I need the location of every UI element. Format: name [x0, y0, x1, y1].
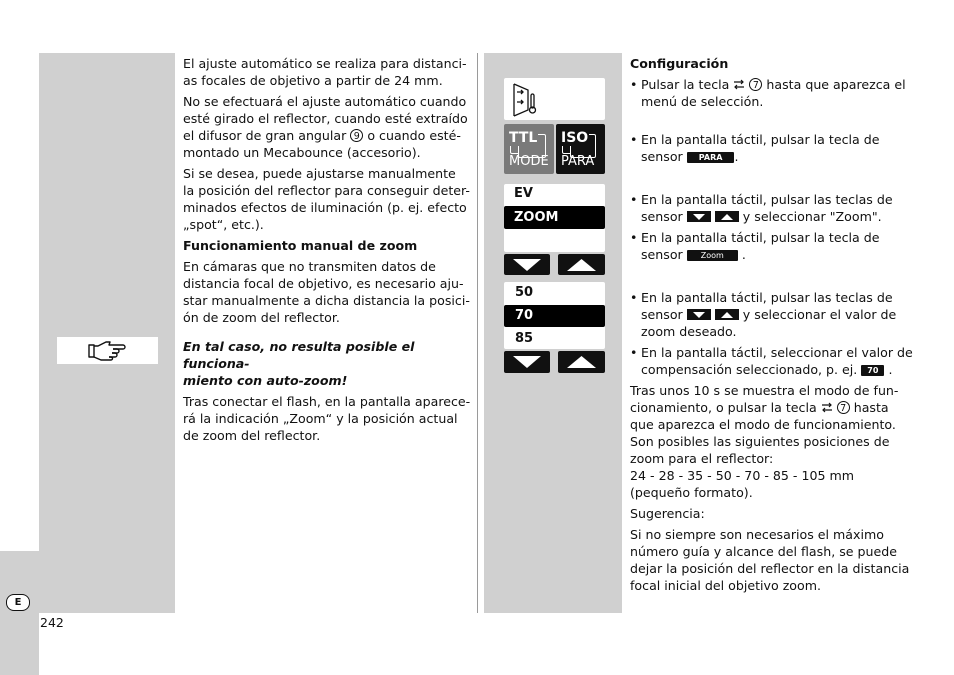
step-press-zoom: [630, 229, 920, 263]
paragraph-no-auto-adjust: [183, 93, 473, 161]
zoom-value-85[interactable]: 85: [515, 331, 534, 346]
language-badge-label: E: [14, 597, 22, 608]
text-line: 24 - 28 - 35 - 50 - 70 - 85 - 105 mm: [630, 468, 855, 483]
text-line: la posición del reflector para conseguir deter-: [183, 183, 470, 198]
ttl-label: TTL: [509, 130, 538, 146]
iso-label: ISO: [561, 130, 589, 146]
step-press-mode-key: [630, 76, 920, 110]
text-line: esté girado el reflector, cuando esté extraído: [183, 111, 468, 126]
language-badge: [6, 594, 30, 611]
menu-up-button[interactable]: [558, 254, 605, 275]
text-line: sensor: [641, 247, 683, 262]
text-line: miento con auto-zoom!: [183, 373, 348, 388]
text-line: En la pantalla táctil, pulsar la tecla de: [641, 132, 880, 147]
step-select-zoom-value: [630, 289, 920, 340]
text-line: En la pantalla táctil, pulsar las teclas de: [641, 290, 893, 305]
text-line: focal inicial del objetivo zoom.: [630, 578, 821, 593]
text-line: montado un Mecabounce (accesorio).: [183, 145, 421, 160]
text-line: Tras unos 10 s se muestra el modo de fun-: [630, 383, 899, 398]
menu-item-ev[interactable]: EV: [514, 186, 533, 201]
step-select-compensation: [630, 344, 920, 378]
text-line: dejar la posición del reflector en la distancia: [630, 561, 910, 576]
text-line: sensor: [641, 307, 683, 322]
triangle-up-icon: [558, 254, 605, 275]
text-line: zoom deseado.: [641, 324, 737, 339]
text-line: El ajuste automático se realiza para distanci-: [183, 56, 467, 71]
step-select-zoom: [630, 191, 920, 225]
text-line: minados efectos de iluminación (p. ej. efecto: [183, 200, 467, 215]
up-key-chip: [715, 309, 739, 320]
reflector-zoom-icon: [504, 78, 544, 120]
text-line: compensación seleccionado, p. ej.: [641, 362, 858, 377]
triangle-down-icon: [504, 351, 550, 373]
section-heading-configuracion: Configuración: [630, 56, 729, 71]
page-number: 242: [40, 615, 64, 630]
pointing-hand-icon: [57, 337, 158, 364]
text-line: que aparezca el modo de funcionamiento.: [630, 417, 896, 432]
zoom-value-70-selected[interactable]: [504, 305, 605, 327]
text-line: de zoom del reflector.: [183, 428, 321, 443]
text-line: star manualmente a dicha distancia la posici-: [183, 293, 470, 308]
paragraph-zoom-positions: [630, 382, 920, 501]
paragraph-after-flash-on: [183, 393, 473, 444]
text-line: distancia focal de objetivo, es necesario aju-: [183, 276, 464, 291]
step-press-para: [630, 131, 920, 165]
text-line: sensor: [641, 149, 683, 164]
value-down-button[interactable]: [504, 351, 550, 373]
note-text: [183, 338, 473, 389]
text-line: Si no siempre son necesarios el máximo: [630, 527, 884, 542]
text-line: cionamiento, o pulsar la tecla: [630, 400, 817, 415]
up-key-chip: [715, 211, 739, 222]
text-line: En cámaras que no transmiten datos de: [183, 259, 436, 274]
down-key-chip: [687, 211, 711, 222]
para-label: PARA: [561, 154, 595, 169]
text-line: .: [734, 149, 739, 164]
text-line: En la pantalla táctil, pulsar las teclas de: [641, 192, 893, 207]
triangle-up-icon: [558, 351, 605, 373]
text-line: menú de selección.: [641, 94, 764, 109]
value-up-button[interactable]: [558, 351, 605, 373]
mode-label: MODE: [509, 154, 549, 169]
triangle-down-icon: [504, 254, 550, 275]
text-line: (pequeño formato).: [630, 485, 753, 500]
text-line: En la pantalla táctil, pulsar la tecla de: [641, 230, 880, 245]
down-key-chip: [687, 309, 711, 320]
right-text-column: [630, 55, 920, 594]
value-70-chip: 70: [861, 365, 884, 376]
menu-down-button[interactable]: [504, 254, 550, 275]
item-number-7: 7: [749, 78, 762, 91]
text-line: Si se desea, puede ajustarse manualmente: [183, 166, 456, 181]
text-line: En la pantalla táctil, seleccionar el valor de: [641, 345, 913, 360]
note-pointer-box: [57, 337, 158, 364]
text-line: hasta que aparezca el: [766, 77, 906, 92]
left-margin-bar: [39, 53, 175, 613]
menu-item-zoom-label: ZOOM: [514, 210, 559, 225]
iso-para-key[interactable]: [556, 124, 605, 174]
section-heading-manual-zoom: Funcionamiento manual de zoom: [183, 238, 418, 253]
item-number-9: 9: [350, 129, 363, 142]
text-line: y seleccionar "Zoom".: [742, 209, 882, 224]
mode-arrows-icon: [821, 402, 833, 413]
text-line: rá la indicación „Zoom“ y la posición actual: [183, 411, 458, 426]
text-line: o cuando esté-: [367, 128, 461, 143]
paragraph-tip: [630, 526, 920, 594]
menu-list-display: [504, 184, 605, 252]
text-line: Pulsar la tecla: [641, 77, 730, 92]
mode-arrows-icon: [733, 79, 745, 90]
zoom-value-50[interactable]: 50: [515, 285, 534, 300]
text-line: No se efectuará el ajuste automático cuando: [183, 94, 467, 109]
left-text-column: [183, 55, 473, 444]
text-line: sensor: [641, 209, 683, 224]
text-line: hasta: [853, 400, 889, 415]
text-line: número guía y alcance del flash, se puede: [630, 544, 897, 559]
paragraph-auto-adjust: [183, 55, 473, 89]
text-line: .: [741, 247, 746, 262]
text-line: el difusor de gran angular: [183, 128, 347, 143]
text-line: ón de zoom del reflector.: [183, 310, 340, 325]
ttl-mode-key[interactable]: [504, 124, 554, 174]
tip-label: Sugerencia:: [630, 506, 705, 521]
text-line: Tras conectar el flash, en la pantalla aparece-: [183, 394, 471, 409]
divider-line: [477, 53, 478, 613]
text-line: .: [888, 362, 893, 377]
item-number-7: 7: [837, 401, 850, 414]
zoom-value-70-label: 70: [515, 308, 534, 323]
menu-item-zoom-selected[interactable]: [504, 206, 605, 229]
language-tab-bar: [0, 551, 39, 675]
text-line: „spot“, etc.).: [183, 217, 264, 232]
reflector-status-display: [504, 78, 605, 120]
text-line: zoom para el reflector:: [630, 451, 774, 466]
zoom-key-chip: Zoom: [687, 250, 738, 261]
text-line: y seleccionar el valor de: [742, 307, 897, 322]
para-key-chip: PARA: [687, 152, 735, 163]
text-line: En tal caso, no resulta posible el funciona-: [183, 339, 415, 371]
text-line: as focales de objetivo a partir de 24 mm.: [183, 73, 443, 88]
zoom-value-list: [504, 282, 605, 349]
paragraph-manual-option: [183, 165, 473, 233]
paragraph-manual-zoom: [183, 258, 473, 326]
text-line: Son posibles las siguientes posiciones de: [630, 434, 890, 449]
